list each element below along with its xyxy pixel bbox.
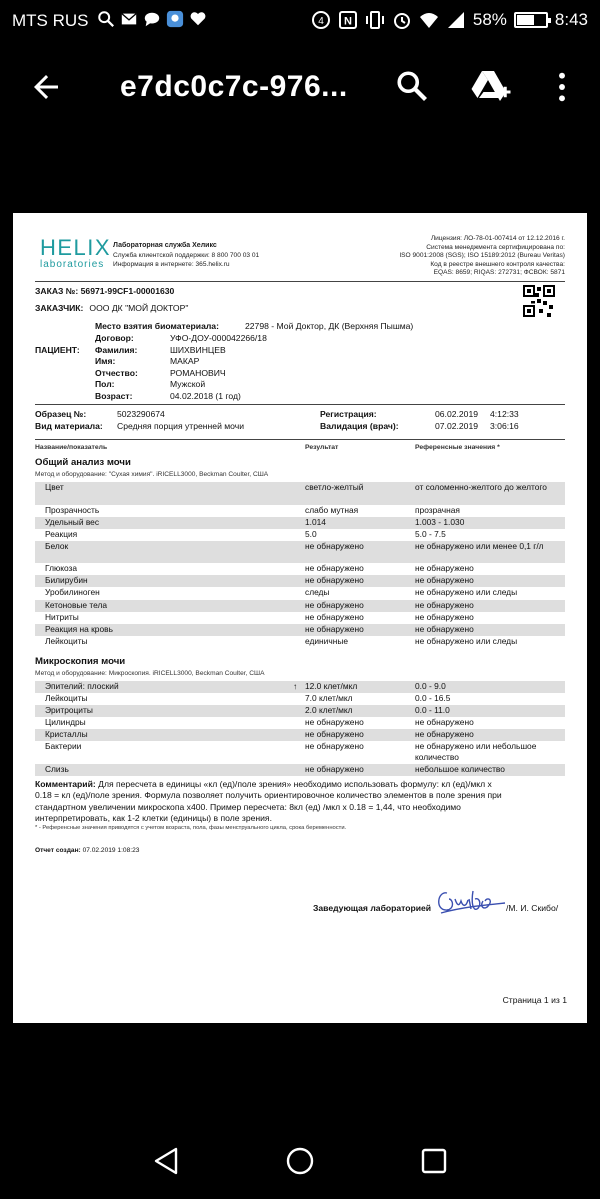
created-value: 07.02.2019 1:08:23 xyxy=(82,847,140,854)
head-of-lab-label: Заведующая лабораторией xyxy=(313,903,432,913)
report-header xyxy=(35,231,565,281)
test-name: Лейкоциты xyxy=(45,635,88,646)
field-value: Мужской xyxy=(170,379,206,389)
qr-code-icon xyxy=(523,285,555,317)
field-label: Договор: xyxy=(95,333,134,343)
search-icon[interactable] xyxy=(394,68,430,104)
signal-icon xyxy=(446,10,466,30)
reference-range: не обнаружено xyxy=(415,729,474,740)
reference-range: не обнаружено xyxy=(415,623,474,634)
test-name: Цилиндры xyxy=(45,717,86,728)
document-page xyxy=(13,213,587,1023)
reference-range: прозрачная xyxy=(415,504,460,515)
reference-range: 0.0 - 11.0 xyxy=(415,705,450,716)
validation-date: 07.02.2019 xyxy=(435,421,479,431)
table-row xyxy=(35,563,565,575)
reference-range: не обнаружено xyxy=(415,563,474,574)
nav-home-icon[interactable] xyxy=(284,1145,316,1177)
test-name: Глюкоза xyxy=(45,563,78,574)
reference-range: 1.003 - 1.030 xyxy=(415,516,465,527)
nfc-icon xyxy=(338,10,358,30)
place-value: 22798 - Мой Доктор, ДК (Верхняя Пышма) xyxy=(245,321,414,331)
notification-icons xyxy=(97,10,207,28)
table-row xyxy=(35,482,565,505)
sample-value: 5023290674 xyxy=(117,409,165,419)
logo-wordmark: HELIX xyxy=(40,235,112,260)
field-label: Отчество: xyxy=(95,367,138,378)
order-value: 56971-99CF1-00001630 xyxy=(80,286,175,296)
test-result: 7.0 клет/мкл xyxy=(305,693,353,704)
test-name: Реакция xyxy=(45,528,78,539)
section-urinalysis xyxy=(35,457,565,478)
license-line: Система менеджмента сертифицирована по: xyxy=(426,243,565,251)
test-result: не обнаружено xyxy=(305,623,364,634)
test-name: Лейкоциты xyxy=(45,693,88,704)
test-name: Кристаллы xyxy=(45,729,88,740)
mail-icon xyxy=(120,10,138,28)
validation-label: Валидация (врач): xyxy=(320,421,399,431)
order-number xyxy=(35,286,174,296)
test-name: Реакция на кровь xyxy=(45,623,113,634)
test-name: Прозрачность xyxy=(45,504,100,515)
reference-range: 5.0 - 7.5 xyxy=(415,528,446,539)
app-bar xyxy=(0,42,600,134)
reference-range: не обнаружено xyxy=(415,575,474,586)
lab-website: Информация в интернете: 365.helix.ru xyxy=(113,261,230,269)
place-label: Место взятия биоматериала: xyxy=(95,321,219,331)
material-label: Вид материала: xyxy=(35,421,103,431)
wifi-icon xyxy=(419,10,439,30)
field-value: 04.02.2018 (1 год) xyxy=(170,390,241,401)
field-label: Фамилия: xyxy=(95,344,138,355)
table-row xyxy=(35,741,565,764)
data-saver-icon xyxy=(311,10,331,30)
test-result: не обнаружено xyxy=(305,563,364,574)
patient-row xyxy=(95,368,226,378)
reference-range: не обнаружено или следы xyxy=(415,635,518,646)
table-row xyxy=(35,575,565,587)
order-label: ЗАКАЗ №: xyxy=(35,286,79,296)
test-result: 12.0 клет/мкл xyxy=(305,681,358,691)
head-of-lab-name: /М. И. Скибо/ xyxy=(506,903,559,913)
svg-text:4: 4 xyxy=(318,16,324,27)
table-row xyxy=(35,624,565,636)
test-result: 5.0 xyxy=(305,528,317,539)
license-info xyxy=(399,235,565,278)
report-created xyxy=(35,847,139,854)
table-row xyxy=(35,636,565,648)
test-name: Кетоновые тела xyxy=(45,599,108,610)
table-row xyxy=(35,600,565,612)
test-name: Уробилиноген xyxy=(45,587,100,598)
results-table-microscopy xyxy=(35,681,565,776)
app-icon xyxy=(166,10,184,28)
test-name: Белок xyxy=(45,540,69,551)
battery-level xyxy=(517,15,534,25)
client-value: ООО ДК "МОЙ ДОКТОР" xyxy=(89,303,189,313)
comment xyxy=(35,779,505,825)
navigation-bar xyxy=(0,1125,600,1199)
reference-range: не обнаружено или следы xyxy=(415,587,518,598)
table-row xyxy=(35,517,565,529)
table-row xyxy=(35,505,565,517)
reference-range: 0.0 - 9.0 xyxy=(415,681,446,691)
field-label: Пол: xyxy=(95,379,115,389)
section-microscopy xyxy=(35,656,565,677)
reference-range: небольшое количество xyxy=(415,763,505,774)
license-line: Код в реестре внешнего контроля качества: xyxy=(430,260,565,268)
status-bar xyxy=(0,0,600,42)
table-row xyxy=(35,612,565,624)
created-label: Отчет создан: xyxy=(35,847,81,854)
abnormal-flag: ↑ xyxy=(293,681,298,691)
license-line: Лицензия: ЛО-78-01-007414 от 12.12.2016 г. xyxy=(430,235,565,242)
client-line xyxy=(35,303,188,313)
test-name: Слизь xyxy=(45,763,69,774)
table-row xyxy=(35,681,565,693)
results-table-urinalysis xyxy=(35,482,565,648)
reference-range: от соломенно-желтого до желтого xyxy=(415,482,547,492)
table-row xyxy=(35,693,565,705)
column-reference: Референсные значения * xyxy=(415,444,500,451)
logo-subtitle: laboratories xyxy=(40,259,105,270)
patient-row xyxy=(95,333,267,343)
test-name: Эпителий: плоский xyxy=(45,681,119,691)
test-result: не обнаружено xyxy=(305,717,364,728)
registration-date: 06.02.2019 xyxy=(435,409,479,419)
clock: 8:43 xyxy=(554,10,588,29)
test-result: не обнаружено xyxy=(305,741,364,752)
reference-footnote: * - Референсные значения приводятся с учетом возраста, пола, фазы менструального цикла, срока беременности. xyxy=(35,825,347,831)
reference-range: 0.0 - 16.5 xyxy=(415,693,451,704)
table-row xyxy=(35,764,565,776)
patient-row xyxy=(95,379,205,389)
test-name: Удельный вес xyxy=(45,516,100,527)
file-title: e7dc0c7c-976... xyxy=(120,70,348,103)
test-result: не обнаружено xyxy=(305,729,364,740)
patient-row xyxy=(95,391,241,401)
test-name: Билирубин xyxy=(45,575,88,586)
alarm-icon xyxy=(392,10,412,30)
helix-logo xyxy=(40,235,111,270)
test-name: Цвет xyxy=(45,482,64,492)
field-value: МАКАР xyxy=(170,356,200,366)
patient-row xyxy=(95,345,226,355)
divider xyxy=(35,281,565,282)
reference-range: не обнаружено xyxy=(415,611,474,622)
section-title: Микроскопия мочи xyxy=(35,656,126,667)
client-label: ЗАКАЗЧИК: xyxy=(35,303,84,313)
field-label: Возраст: xyxy=(95,390,133,401)
test-result: не обнаружено xyxy=(305,575,364,586)
carrier-name: MTS RUS xyxy=(12,11,89,30)
field-value: РОМАНОВИЧ xyxy=(170,367,226,378)
field-value: ШИХВИНЦЕВ xyxy=(170,344,226,355)
svg-text:N: N xyxy=(343,15,352,28)
table-row xyxy=(35,587,565,599)
more-options-icon[interactable] xyxy=(552,70,572,104)
chat-icon xyxy=(143,10,161,28)
validation-time: 3:06:16 xyxy=(490,421,519,431)
table-row xyxy=(35,529,565,541)
field-value: УФО-ДОУ-000042266/18 xyxy=(170,333,267,343)
reference-range: не обнаружено xyxy=(415,717,474,728)
place-row xyxy=(95,321,413,331)
license-line: ISO 9001:2008 (SGS); ISO 15189:2012 (Bureau Veritas) xyxy=(399,252,565,260)
test-result: следы xyxy=(305,587,330,598)
test-result: светло-желтый xyxy=(305,482,364,492)
patient-row xyxy=(95,356,199,366)
heart-icon xyxy=(189,10,207,28)
battery-icon xyxy=(514,12,548,28)
divider xyxy=(35,404,565,405)
signature xyxy=(433,883,508,923)
nav-recent-apps-icon[interactable] xyxy=(420,1147,448,1175)
lab-name: Лабораторная служба Хеликс xyxy=(113,242,217,249)
table-row xyxy=(35,705,565,717)
registration-time: 4:12:33 xyxy=(490,409,519,419)
table-row xyxy=(35,729,565,741)
page-number: Страница 1 из 1 xyxy=(502,995,567,1005)
table-row xyxy=(35,541,565,564)
test-result: не обнаружено xyxy=(305,540,364,551)
comment-text: Для пересчета в единицы «кл (ед)/поле зрения» необходимо использовать формулу: кл (ед)/мкл х 0.18 = кл (ед)/поле зрения. Формула позволяет получить ориентировочное количество элементов в поле зрения при стандартном увеличении микроскопа х400. Пример пересчета: 8кл (ед) /мкл х 0.18 = 1,44, что необходимо интерпретировать, как 1-2 клетки (единицы) в поле зрения. xyxy=(35,779,502,824)
test-name: Эритроциты xyxy=(45,705,93,716)
lab-info xyxy=(113,241,259,270)
nav-back-icon[interactable] xyxy=(150,1145,182,1177)
section-method: Метод и оборудование: "Сухая химия". iRICELL3000, Beckman Coulter, США xyxy=(35,471,269,478)
material-value: Средняя порция утренней мочи xyxy=(117,421,245,431)
sample-label: Образец №: xyxy=(35,409,87,419)
reference-range: не обнаружено xyxy=(415,599,474,610)
test-result: слабо мутная xyxy=(305,504,359,515)
test-result: не обнаружено xyxy=(305,611,364,622)
section-title: Общий анализ мочи xyxy=(35,457,131,468)
lab-support: Служба клиентской поддержки: 8 800 700 03 01 xyxy=(113,251,260,259)
battery-percent: 58% xyxy=(472,10,507,29)
registration-label: Регистрация: xyxy=(320,409,377,419)
field-label: Имя: xyxy=(95,356,116,366)
section-method: Метод и оборудование: Микроскопия. iRICELL3000, Beckman Coulter, США xyxy=(35,670,265,677)
search-icon xyxy=(97,10,115,28)
reference-range: не обнаружено или менее 0,1 г/л xyxy=(415,540,544,551)
table-row xyxy=(35,717,565,729)
reference-range: не обнаружено или небольшое количество xyxy=(415,741,537,763)
test-result: не обнаружено xyxy=(305,599,364,610)
column-name: Название/показатель xyxy=(35,444,108,451)
comment-label: Комментарий: xyxy=(35,779,96,789)
test-result: единичные xyxy=(305,635,349,646)
license-line: EQAS: 8659; RIQAS: 272731; ФСВОК: 5871 xyxy=(433,269,565,277)
add-to-drive-icon[interactable] xyxy=(470,68,512,104)
column-result: Результат xyxy=(305,444,339,451)
vibrate-icon xyxy=(365,10,385,30)
test-name: Бактерии xyxy=(45,741,82,752)
patient-label: ПАЦИЕНТ: xyxy=(35,345,80,355)
test-result: 2.0 клет/мкл xyxy=(305,705,353,716)
back-arrow-icon[interactable] xyxy=(28,69,64,105)
test-result: 1.014 xyxy=(305,516,326,527)
divider xyxy=(35,439,565,440)
test-name: Нитриты xyxy=(45,611,79,622)
system-indicators xyxy=(311,10,588,30)
test-result: не обнаружено xyxy=(305,763,364,774)
